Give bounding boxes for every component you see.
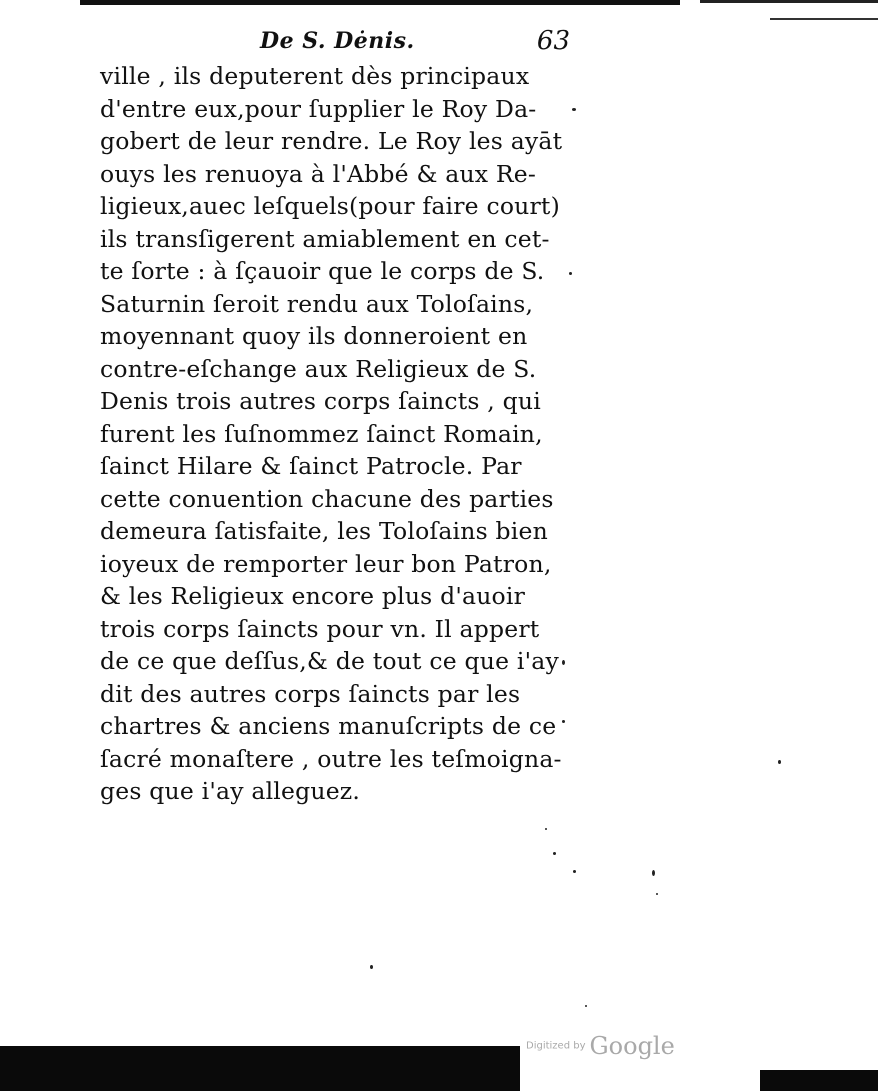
- text-line: ville , ils deputerent dès principaux: [100, 62, 530, 90]
- text-line: & les Religieux encore plus d'auoir: [100, 582, 526, 610]
- text-line: Denis trois autres corps ſaincts , qui: [100, 387, 541, 415]
- text-line: de ce que deſſus,& de tout ce que i'ay: [100, 647, 559, 675]
- text-line: gobert de leur rendre. Le Roy les ayāt: [100, 127, 563, 155]
- scan-border-top: [80, 0, 680, 5]
- text-line: ouys les renuoya à l'Abbé & aux Re-: [100, 159, 537, 188]
- text-line: dit des autres corps ſaincts par les: [100, 679, 521, 708]
- text-line: ioyeux de remporter leur bon Patron,: [100, 549, 552, 578]
- text-line: Saturnin ſeroit rendu aux Toloſains,: [100, 289, 534, 318]
- scan-speck: [553, 852, 556, 855]
- text-line: te ſorte : à ſçauoir que le corps de S.: [100, 257, 545, 285]
- page-header: [240, 26, 570, 60]
- scan-speck: [652, 870, 655, 876]
- scan-speck: [573, 870, 576, 873]
- scan-speck: [656, 893, 658, 895]
- scan-speck: [562, 720, 565, 723]
- scan-speck: [569, 272, 572, 275]
- scan-speck: [370, 965, 373, 969]
- text-line: ſacré monaſtere , outre les teſmoigna-: [100, 744, 562, 773]
- text-line: chartres & anciens manuſcripts de ce: [100, 712, 557, 740]
- text-line: demeura ſatisfaite, les Toloſains bien: [100, 517, 548, 545]
- scan-mark-top-right: [770, 18, 878, 20]
- text-line: contre-eſchange aux Religieux de S.: [100, 354, 537, 383]
- running-head: De S. Dėnis.: [260, 28, 415, 54]
- text-line: trois corps ſaincts pour vn. Il appert: [100, 614, 540, 643]
- scan-border-top-right: [700, 0, 878, 3]
- watermark-brand: Google: [589, 1032, 675, 1060]
- scan-speck: [585, 1005, 587, 1007]
- scan-speck: [572, 108, 576, 111]
- text-line: ſainct Hilare & ſainct Patrocle. Par: [100, 452, 522, 480]
- watermark-prefix: Digitized by: [526, 1040, 586, 1052]
- body-text: [100, 60, 563, 808]
- text-line: d'entre eux,pour ſupplier le Roy Da-: [100, 94, 537, 123]
- text-line: moyennant quoy ils donneroient en: [100, 322, 528, 350]
- scan-speck: [778, 760, 781, 764]
- scan-speck: [562, 660, 565, 665]
- text-line: ligieux,auec leſquels(pour faire court): [100, 192, 560, 220]
- text-line: furent les ſuſnommez ſainct Romain,: [100, 419, 543, 448]
- scan-border-bottom: [0, 1046, 520, 1091]
- text-line: cette conuention chacune des parties: [100, 484, 554, 513]
- text-line: ges que i'ay alleguez.: [100, 777, 361, 805]
- text-line: ils transſigerent amiablement en cet-: [100, 224, 550, 253]
- scan-border-bottom-right: [760, 1070, 878, 1091]
- scan-speck: [545, 828, 547, 830]
- digitization-watermark: [526, 1032, 675, 1060]
- page-number: 63: [536, 26, 570, 56]
